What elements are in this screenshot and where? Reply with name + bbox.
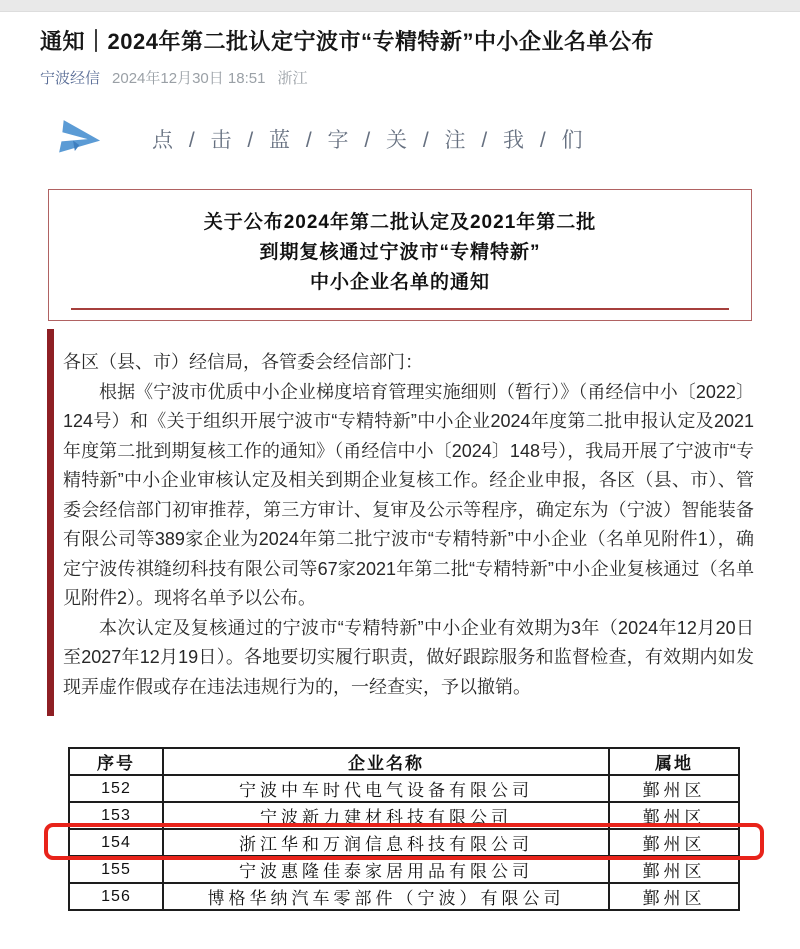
cell-district: 鄞州区 xyxy=(609,856,739,883)
cell-company-name: 宁波中车时代电气设备有限公司 xyxy=(163,775,609,802)
company-table-wrap xyxy=(68,747,738,911)
cell-company-name: 宁波新力建材科技有限公司 xyxy=(163,802,609,829)
table-row xyxy=(69,883,739,910)
cell-district: 鄞州区 xyxy=(609,775,739,802)
notice-title-line: 到期复核通过宁波市“专精特新” xyxy=(259,242,541,263)
page-title: 通知｜2024年第二批认定宁波市“专精特新”中小企业名单公布 xyxy=(40,29,654,54)
follow-banner-text: 点 / 击 / 蓝 / 字 / 关 / 注 / 我 / 们 xyxy=(152,129,588,152)
notice-title-box xyxy=(48,189,752,321)
body-paragraph: 本次认定及复核通过的宁波市“专精特新”中小企业有效期为3年（2024年12月20日至2027年12月19日）。各地要切实履行职责，做好跟踪服务和监督检查，有效期内如发现弄虚作假或存在违法违规行为的，一经查实，予以撤销。 xyxy=(63,617,754,697)
cell-company-name: 浙江华和万润信息科技有限公司 xyxy=(163,829,609,856)
cell-serial-number: 152 xyxy=(69,775,163,802)
cell-company-name: 博格华纳汽车零部件（宁波）有限公司 xyxy=(163,883,609,910)
header-no: 序号 xyxy=(69,748,163,775)
cell-district: 鄞州区 xyxy=(609,883,739,910)
cell-company-name: 宁波惠隆佳泰家居用品有限公司 xyxy=(163,856,609,883)
body-paragraph: 根据《宁波市优质中小企业梯度培育管理实施细则（暂行）》（甬经信中小〔2022〕124号）和《关于组织开展宁波市“专精特新”中小企业2024年度第二批申报认定及2021年度第二批到期复核工作的通知》（甬经信中小〔2024〕148号），我局开展了宁波市“专精特新”中小企业审核认定及相关到期企业复核工作。经企业申报，各区（县、市）、管委会经信部门初审推荐，第三方审计、复审及公示等程序，确定东为（宁波）智能装备有限公司等389家企业为2024年第二批宁波市“专精特新”中小企业（名单见附件1），确定宁波传祺缝纫科技有限公司等67家2021年第二批“专精特新”中小企业复核通过（名单见附件2）。现将名单予以公布。 xyxy=(63,381,754,608)
account-link[interactable]: 宁波经信 xyxy=(40,70,101,87)
notice-title-line: 关于公布2024年第二批认定及2021年第二批 xyxy=(203,212,597,233)
header-company-name: 企业名称 xyxy=(163,748,609,775)
cell-serial-number: 154 xyxy=(69,829,163,856)
window-top-strip xyxy=(0,0,800,12)
table-row xyxy=(69,802,739,829)
table-row xyxy=(69,856,739,883)
notice-divider xyxy=(71,308,729,310)
cell-district: 鄞州区 xyxy=(609,829,739,856)
notice-body xyxy=(47,329,754,716)
table-row xyxy=(69,775,739,802)
table-row xyxy=(69,829,739,856)
publish-location: 浙江 xyxy=(277,70,308,87)
article-meta xyxy=(40,68,760,89)
notice-title-line: 中小企业名单的通知 xyxy=(309,272,490,293)
cell-district: 鄞州区 xyxy=(609,802,739,829)
cell-serial-number: 153 xyxy=(69,802,163,829)
table-header-row xyxy=(69,748,739,775)
cell-serial-number: 155 xyxy=(69,856,163,883)
paper-plane-icon xyxy=(54,116,106,162)
company-table xyxy=(68,747,740,911)
body-paragraph: 各区（县、市）经信局，各管委会经信部门： xyxy=(63,352,423,372)
cell-serial-number: 156 xyxy=(69,883,163,910)
follow-banner xyxy=(54,113,760,165)
header-district: 属地 xyxy=(609,748,739,775)
publish-datetime: 2024年12月30日 18:51 xyxy=(112,70,266,87)
